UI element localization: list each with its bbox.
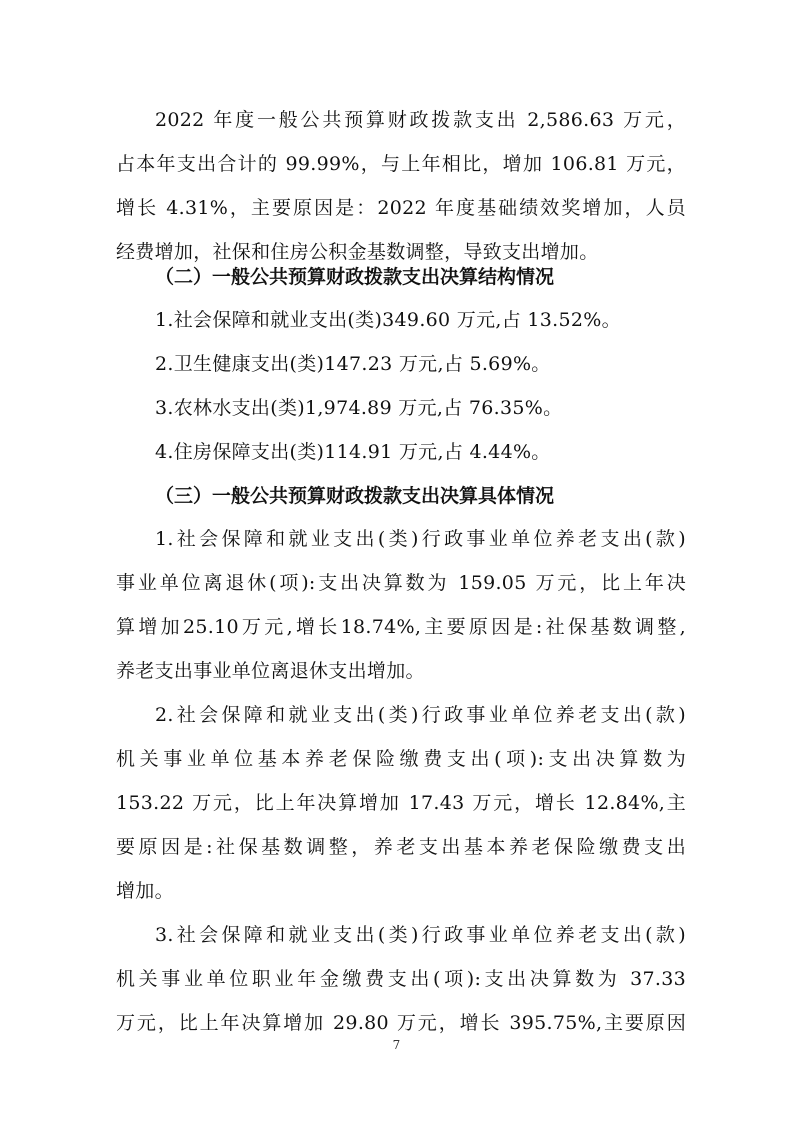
list-item: 1.社会保障和就业支出(类)349.60 万元,占 13.52%。 <box>155 309 621 331</box>
paragraph-line: 1.社会保障和就业支出(类)行政事业单位养老支出(款) <box>155 528 686 550</box>
section-heading: （三）一般公共预算财政拨款支出决算具体情况 <box>155 485 555 507</box>
paragraph-line: 2022 年度一般公共预算财政拨款支出 2,586.63 万元， <box>155 109 686 131</box>
paragraph-line: 3.社会保障和就业支出(类)行政事业单位养老支出(款) <box>155 924 686 946</box>
paragraph-line: 机关事业单位职业年金缴费支出(项):支出决算数为 37.33 <box>116 968 686 990</box>
paragraph-line: 要原因是:社保基数调整，养老支出基本养老保险缴费支出 <box>116 836 686 858</box>
paragraph-line: 占本年支出合计的 99.99%，与上年相比，增加 106.81 万元， <box>116 153 686 175</box>
paragraph-line: 万元，比上年决算增加 29.80 万元，增长 395.75%,主要原因 <box>116 1012 686 1034</box>
paragraph-line: 养老支出事业单位离退休支出增加。 <box>116 660 425 682</box>
section-heading: （二）一般公共预算财政拨款支出决算结构情况 <box>155 266 555 288</box>
paragraph-line: 2.社会保障和就业支出(类)行政事业单位养老支出(款) <box>155 704 686 726</box>
paragraph-line: 事业单位离退休(项):支出决算数为 159.05 万元，比上年决 <box>116 572 686 594</box>
list-item: 2.卫生健康支出(类)147.23 万元,占 5.69%。 <box>155 353 551 375</box>
paragraph-line: 增加。 <box>116 880 174 902</box>
page-number: 7 <box>392 1038 401 1052</box>
paragraph-line: 机关事业单位基本养老保险缴费支出(项):支出决算数为 <box>116 748 686 770</box>
paragraph-line: 算增加25.10万元,增长18.74%,主要原因是:社保基数调整, <box>116 616 686 638</box>
paragraph-line: 增长 4.31%，主要原因是：2022 年度基础绩效奖增加，人员 <box>116 197 686 219</box>
list-item: 3.农林水支出(类)1,974.89 万元,占 76.35%。 <box>155 397 563 419</box>
paragraph-line: 经费增加，社保和住房公积金基数调整，导致支出增加。 <box>116 241 599 263</box>
list-item: 4.住房保障支出(类)114.91 万元,占 4.44%。 <box>155 441 551 463</box>
paragraph-line: 153.22 万元，比上年决算增加 17.43 万元，增长 12.84%,主 <box>116 792 686 814</box>
